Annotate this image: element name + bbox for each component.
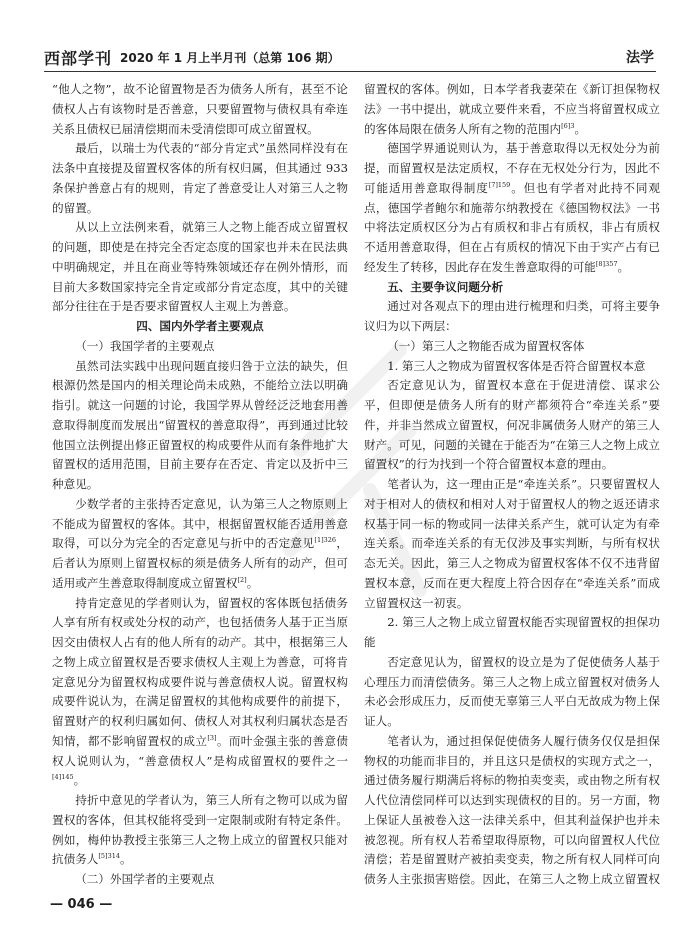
citation-ref: [4]145	[52, 773, 74, 782]
body-paragraph	[52, 791, 348, 870]
body-paragraph	[364, 80, 660, 139]
paragraph-text: 。	[246, 575, 259, 590]
body-paragraph	[364, 475, 660, 613]
citation-ref: [7]159	[488, 180, 511, 189]
body-paragraph	[52, 495, 348, 594]
section-heading: 五、主要争议问题分析	[387, 279, 504, 294]
citation-ref: [6]3	[561, 121, 575, 130]
paragraph-text: 1. 第三人之物成为留置权客体是否符合留置权本意	[387, 358, 646, 373]
body-paragraph	[364, 376, 660, 475]
body-paragraph	[364, 357, 660, 377]
body-paragraph	[364, 613, 660, 653]
citation-ref: [2]	[237, 575, 247, 584]
subsection-heading: （一）第三人之物能否成为留置权客体	[387, 338, 585, 353]
citation-ref: [1]326	[314, 536, 337, 545]
running-header	[44, 44, 656, 68]
paragraph-text: 否定意见认为，留置权本意在于促进清偿、谋求公平，但即便是债务人所有的财产都须符合“牵连关系”要件，并非当然成立留置权，何况非属债务人财产的第三人财产。可见，问题的关键在于能否为“在第三人之物上成立留置权”的行为找到一个符合留置权本意的理由。	[364, 378, 660, 472]
paragraph-text: ，后者认为原则上留置权标的须是债务人所有的动产，但可适用或产生善意取得制度成立留置权	[52, 536, 348, 590]
citation-ref: [3]	[207, 733, 217, 742]
left-column	[52, 80, 348, 885]
body-paragraph	[52, 218, 348, 317]
paragraph-text: 德国学界通说则认为，基于善意取得以无权处分为前提，而留置权是法定质权，不存在无权处分行为，因此不可能适用善意取得制度	[364, 141, 660, 195]
citation-ref: [5]314	[98, 852, 121, 861]
body-paragraph	[52, 80, 348, 139]
paragraph-text: 。	[73, 773, 86, 788]
paragraph-text: 。但也有学者对此持不同观点，德国学者鲍尔和施蒂尔纳教授在《德国物权法》一书中将法定质权区分为占有质权和非占有质权，非占有质权不适用善意取得，但在占有质权的情况下由于实产占有已经发生了转移，因此存在发生善意取得的可能	[364, 180, 660, 274]
right-column	[364, 80, 660, 885]
section-heading: 四、国内外学者主要观点	[136, 319, 264, 333]
journal-logo: 西部学刊	[44, 49, 113, 68]
page-number: — 046 —	[50, 897, 113, 912]
paragraph-text: 从以上立法例来看，就第三人之物上能否成立留置权的问题，即使是在持完全否定态度的国家也并未在民法典中明确规定，并且在商业等特殊领域还存在例外情形，而目前大多数国家持完全肯定或部分肯定态度，其中的关键部分往往在于是否要求留置权人主观上为善意。	[52, 220, 348, 314]
paragraph-text: 2. 第三人之物上成立留置权能否实现留置权的担保功能	[364, 615, 660, 649]
body-paragraph	[52, 594, 348, 792]
paragraph-text: 笔者认为，这一理由正是“牵连关系”。只要留置权人对于相对人的债权和相对人对于留置权人的物之返还请求权基于同一标的物或同一法律关系产生，就可认定为有牵连关系。而牵连关系的有无仅涉及事实判断，与所有权状态无关。因此，第三人之物成为留置权客体不仅不违背留置权本意，反而在更大程度上符合因存在“牵连关系”而成立留置权这一初衷。	[364, 477, 660, 610]
paragraph-text: 少数学者的主张持否定意见，认为第三人之物原则上不能成为留置权的客体。其中，根据留置权能否适用善意取得，可以分为完全的否定意见与折中的否定意见	[52, 496, 348, 551]
paragraph-text: 。	[574, 121, 587, 136]
header-rule	[44, 71, 656, 72]
paragraph-text: 留置权的客体。例如，日本学者我妻荣在《新订担保物权法》一书中提出，就成立要件来看，不应当将留置权成立的客体局限在债务人所有之物的范围内	[364, 82, 660, 136]
subsection-heading: （二）外国学者的主要观点	[75, 872, 215, 885]
citation-ref: [8]357	[595, 259, 618, 268]
paragraph-text: 最后，以瑞士为代表的“部分肯定式”虽然同样没有在法条中直接提及留置权客体的所有权归属，但其通过 933 条保护善意占有的规则，肯定了善意受让人对第三人之物的留置。	[52, 141, 348, 215]
paragraph-text: 虽然司法实践中出现问题直接归咎于立法的缺失，但根源仍然是国内的相关理论尚未成熟，不能给立法以明确指引。就这一问题的讨论，我国学界从曾经泛泛地套用善意取得制度而发展出“留置权的善意取得”，再到通过比较他国立法例提出修正留置权的构成要件从而有条件地扩大留置权的适用范围，目前主要存在否定、肯定以及折中三种意见。	[52, 358, 348, 491]
body-paragraph	[364, 139, 660, 277]
body-paragraph	[364, 732, 660, 885]
section-label: 法学	[626, 50, 654, 66]
body-paragraph	[364, 297, 660, 337]
issue-info: 2020 年 1 月上半月刊（总第 106 期）	[120, 51, 340, 65]
paragraph-text: 否定意见认为，留置权的设立是为了促使债务人基于心理压力而清偿债务。第三人之物上成立留置权对债务人未必会形成压力，反而使无辜第三人平白无故成为物上保证人。	[364, 654, 660, 728]
paragraph-text: 持肯定意见的学者则认为，留置权的客体既包括债务人享有所有权或处分权的动产，也包括债务人基于正当原因交由债权人占有的他人所有的动产。其中，根据第三人之物上成立留置权是否要求债权人主观上为善意，可将肯定意见分为留置权构成要件说与善意债权人说。留置权构成要件说认为，在满足留置权的其他构成要件的前提下，留置财产的权利归属如何、债权人对其权利归属状态是否知情，都不影响留置权的成立	[52, 595, 348, 748]
paragraph-text: 通过对各观点下的理由进行梳理和归类，可将主要争议归为以下两层：	[364, 299, 660, 333]
paragraph-text: 持折中意见的学者认为，第三人所有之物可以成为留置权的客体，但其权能将受到一定限制或附有特定条件。例如，梅仲协教授主张第三人之物上成立的留置权只能对抗债务人	[52, 793, 348, 867]
body-paragraph	[364, 653, 660, 732]
paragraph-text: 。	[120, 852, 132, 867]
paragraph-text: 笔者认为，通过担保促使债务人履行债务仅仅是担保物权的功能而非目的，并且这只是债权的实现方式之一，通过债务履行期满后将标的物拍卖变卖，或由物之所有权人代位清偿同样可以达到实现债权的目的。另一方面，物上保证人虽被卷入这一法律关系中，但其利益保护也并未被忽视。所有权人若希望取得原物，可以向留置权人代位清偿；若是留置财产被拍卖变卖，物之所有权人同样可向债务人主张损害赔偿。因此，在第三人之物上成立留置权	[364, 733, 660, 885]
body-paragraph	[52, 139, 348, 218]
paragraph-text: 。而叶金强主张的善意债权人说则认为，“善意债权人”是构成留置权的要件之一	[52, 733, 348, 768]
paragraph-text: “他人之物”，故不论留置物是否为债务人所有，甚至不论债权人占有该物时是否善意，只要留置物与债权具有牵连关系且债权已届清偿期而未受清偿即可成立留置权。	[52, 82, 348, 136]
body-paragraph	[52, 357, 348, 495]
paragraph-text: 。	[617, 259, 630, 274]
subsection-heading: （一）我国学者的主要观点	[75, 338, 215, 353]
